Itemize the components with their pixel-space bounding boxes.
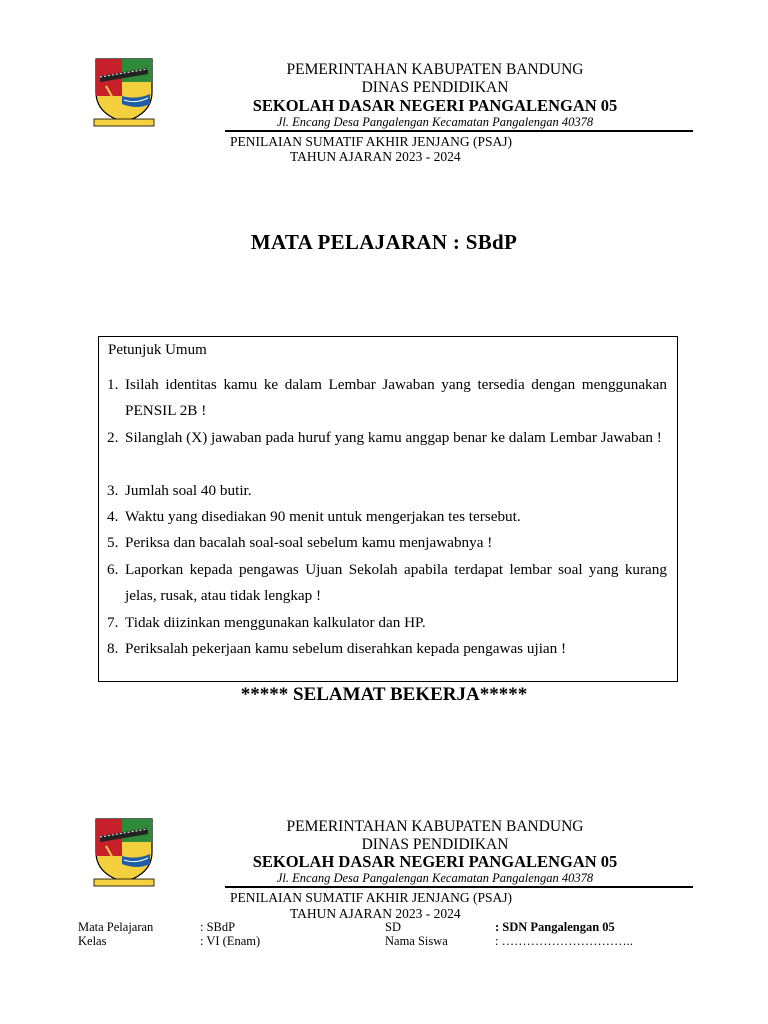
subject-heading: MATA PELAJARAN : SBdP	[250, 230, 518, 254]
item-text: Jumlah soal 40 butir.	[125, 482, 252, 499]
header-line1: PEMERINTAHAN KABUPATEN BANDUNG	[286, 61, 584, 78]
instruction-item	[107, 610, 667, 636]
header-line2: DINAS PENDIDIKAN	[361, 836, 509, 853]
item-number: 1.	[107, 376, 119, 393]
item-number: 6.	[107, 561, 119, 578]
instruction-item	[107, 504, 667, 530]
class-value: : VI (Enam)	[200, 934, 261, 948]
item-text: Periksalah pekerjaan kamu sebelum diserahkan kepada pengawas ujian !	[125, 640, 567, 657]
item-number: 8.	[107, 640, 119, 657]
school-name: SEKOLAH DASAR NEGERI PANGALENGAN 05	[252, 96, 618, 115]
school-name: SEKOLAH DASAR NEGERI PANGALENGAN 05	[252, 852, 618, 871]
item-text: Laporkan kepada pengawas Ujuan Sekolah apabila terdapat lembar soal yang kurang jelas, rusak, atau tidak lengkap !	[125, 561, 667, 604]
item-text: Waktu yang disediakan 90 menit untuk mengerjakan tes tersebut.	[125, 508, 521, 525]
student-name-value: : …………………………..	[495, 934, 633, 948]
crest-logo-bottom	[92, 816, 156, 888]
subject-value: : SBdP	[200, 920, 236, 934]
header-divider	[225, 130, 693, 132]
instructions-box	[98, 336, 678, 682]
item-number: 2.	[107, 429, 119, 446]
instruction-item	[107, 425, 667, 451]
class-label: Kelas	[78, 934, 107, 948]
instruction-item	[107, 530, 667, 556]
instruction-item	[107, 636, 667, 662]
item-text: Silanglah (X) jawaban pada huruf yang kamu anggap benar ke dalam Lembar Jawaban !	[125, 429, 662, 446]
subject-label: Mata Pelajaran	[78, 920, 154, 934]
instruction-item	[107, 557, 667, 609]
header-divider	[225, 886, 693, 888]
school-value: : SDN Pangalengan 05	[495, 920, 615, 934]
academic-year: TAHUN AJARAN 2023 - 2024	[290, 149, 461, 164]
instruction-item	[107, 478, 667, 504]
item-text: Tidak diizinkan menggunakan kalkulator dan HP.	[125, 614, 426, 631]
instruction-item	[107, 372, 667, 424]
kabupaten-bandung-crest-icon	[92, 56, 156, 128]
closing-message: ***** SELAMAT BEKERJA*****	[240, 684, 528, 705]
crest-logo-top	[92, 56, 156, 128]
exam-title: PENILAIAN SUMATIF AKHIR JENJANG (PSAJ)	[230, 134, 513, 149]
instructions-title: Petunjuk Umum	[108, 342, 207, 358]
student-name-label: Nama Siswa	[385, 934, 448, 948]
item-number: 4.	[107, 508, 119, 525]
item-text: Periksa dan bacalah soal-soal sebelum kamu menjawabnya !	[125, 534, 493, 551]
item-number: 5.	[107, 534, 119, 551]
item-number: 3.	[107, 482, 119, 499]
header-line1: PEMERINTAHAN KABUPATEN BANDUNG	[286, 818, 584, 835]
item-number: 7.	[107, 614, 119, 631]
kabupaten-bandung-crest-icon	[92, 816, 156, 888]
school-address: Jl. Encang Desa Pangalengan Kecamatan Pangalengan 40378	[276, 115, 594, 129]
school-label: SD	[385, 920, 401, 934]
exam-title: PENILAIAN SUMATIF AKHIR JENJANG (PSAJ)	[230, 890, 513, 905]
item-text: Isilah identitas kamu ke dalam Lembar Jawaban yang tersedia dengan menggunakan PENSIL 2B !	[125, 376, 667, 419]
school-address: Jl. Encang Desa Pangalengan Kecamatan Pangalengan 40378	[276, 871, 594, 885]
header-line2: DINAS PENDIDIKAN	[361, 79, 509, 96]
academic-year: TAHUN AJARAN 2023 - 2024	[290, 906, 461, 921]
